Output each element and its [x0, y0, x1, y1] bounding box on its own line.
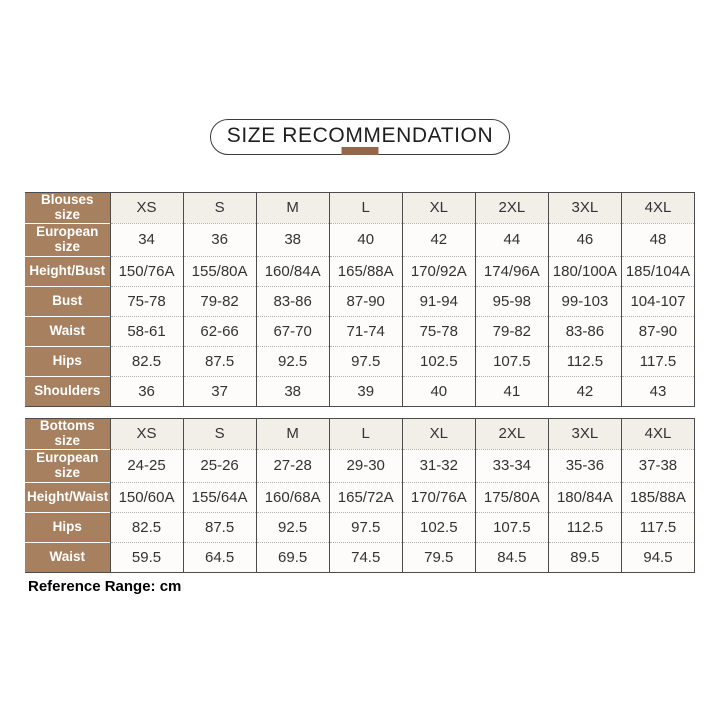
row-label: Height/Waist: [25, 482, 110, 512]
measurement-cell: 29-30: [329, 449, 402, 482]
measurement-cell: 35-36: [548, 449, 621, 482]
size-column-header: M: [256, 193, 329, 224]
measurement-cell: 165/88A: [329, 256, 402, 286]
size-column-header: L: [329, 419, 402, 450]
measurement-cell: 99-103: [548, 286, 621, 316]
measurement-cell: 37: [183, 376, 256, 406]
measurement-cell: 83-86: [548, 316, 621, 346]
size-column-header: XL: [402, 419, 475, 450]
measurement-cell: 82.5: [110, 346, 183, 376]
measurement-cell: 112.5: [548, 346, 621, 376]
measurement-cell: 91-94: [402, 286, 475, 316]
measurement-cell: 92.5: [256, 512, 329, 542]
row-label: Bust: [25, 286, 110, 316]
measurement-cell: 87.5: [183, 346, 256, 376]
bottoms-table-title-cell: Bottoms size: [25, 419, 110, 450]
measurement-cell: 33-34: [475, 449, 548, 482]
measurement-row: [25, 256, 695, 286]
measurement-cell: 84.5: [475, 542, 548, 572]
measurement-cell: 112.5: [548, 512, 621, 542]
measurement-cell: 150/76A: [110, 256, 183, 286]
measurement-cell: 79.5: [402, 542, 475, 572]
row-label: Hips: [25, 346, 110, 376]
measurement-row: [25, 449, 695, 482]
measurement-cell: 155/80A: [183, 256, 256, 286]
size-column-header: S: [183, 193, 256, 224]
page-title: SIZE RECOMMENDATION: [210, 119, 511, 155]
row-label: European size: [25, 223, 110, 256]
measurement-cell: 48: [621, 223, 694, 256]
measurement-row: [25, 316, 695, 346]
measurement-cell: 42: [548, 376, 621, 406]
measurement-cell: 87-90: [621, 316, 694, 346]
measurement-cell: 27-28: [256, 449, 329, 482]
size-column-header: XS: [110, 419, 183, 450]
measurement-cell: 107.5: [475, 512, 548, 542]
row-label: Waist: [25, 542, 110, 572]
measurement-row: [25, 512, 695, 542]
measurement-cell: 89.5: [548, 542, 621, 572]
measurement-cell: 75-78: [402, 316, 475, 346]
measurement-cell: 87-90: [329, 286, 402, 316]
measurement-cell: 42: [402, 223, 475, 256]
bottoms-size-table: [25, 418, 695, 573]
measurement-cell: 40: [402, 376, 475, 406]
blouses-header-row: [25, 193, 695, 224]
measurement-cell: 160/68A: [256, 482, 329, 512]
measurement-row: [25, 223, 695, 256]
measurement-cell: 79-82: [183, 286, 256, 316]
measurement-cell: 97.5: [329, 346, 402, 376]
size-column-header: 3XL: [548, 193, 621, 224]
measurement-cell: 24-25: [110, 449, 183, 482]
row-label: Shoulders: [25, 376, 110, 406]
measurement-cell: 170/92A: [402, 256, 475, 286]
size-column-header: 2XL: [475, 193, 548, 224]
row-label: Hips: [25, 512, 110, 542]
measurement-cell: 97.5: [329, 512, 402, 542]
measurement-cell: 44: [475, 223, 548, 256]
measurement-cell: 31-32: [402, 449, 475, 482]
measurement-cell: 185/88A: [621, 482, 694, 512]
measurement-cell: 46: [548, 223, 621, 256]
row-label: Height/Bust: [25, 256, 110, 286]
measurement-cell: 75-78: [110, 286, 183, 316]
row-label: European size: [25, 449, 110, 482]
size-column-header: M: [256, 419, 329, 450]
row-label: Waist: [25, 316, 110, 346]
measurement-cell: 94.5: [621, 542, 694, 572]
measurement-cell: 82.5: [110, 512, 183, 542]
size-column-header: XS: [110, 193, 183, 224]
measurement-cell: 69.5: [256, 542, 329, 572]
measurement-row: [25, 542, 695, 572]
measurement-cell: 71-74: [329, 316, 402, 346]
measurement-cell: 39: [329, 376, 402, 406]
measurement-cell: 150/60A: [110, 482, 183, 512]
title-container: [0, 119, 720, 155]
measurement-cell: 62-66: [183, 316, 256, 346]
measurement-cell: 43: [621, 376, 694, 406]
size-column-header: 3XL: [548, 419, 621, 450]
size-column-header: L: [329, 193, 402, 224]
measurement-cell: 36: [183, 223, 256, 256]
measurement-row: [25, 286, 695, 316]
measurement-cell: 104-107: [621, 286, 694, 316]
measurement-cell: 74.5: [329, 542, 402, 572]
measurement-cell: 40: [329, 223, 402, 256]
measurement-cell: 95-98: [475, 286, 548, 316]
measurement-cell: 180/84A: [548, 482, 621, 512]
measurement-cell: 36: [110, 376, 183, 406]
measurement-cell: 102.5: [402, 346, 475, 376]
measurement-cell: 59.5: [110, 542, 183, 572]
measurement-cell: 58-61: [110, 316, 183, 346]
size-column-header: 4XL: [621, 193, 694, 224]
measurement-cell: 165/72A: [329, 482, 402, 512]
size-column-header: XL: [402, 193, 475, 224]
blouses-table-title-cell: Blouses size: [25, 193, 110, 224]
size-column-header: 4XL: [621, 419, 694, 450]
measurement-cell: 174/96A: [475, 256, 548, 286]
size-column-header: S: [183, 419, 256, 450]
size-column-header: 2XL: [475, 419, 548, 450]
measurement-cell: 87.5: [183, 512, 256, 542]
measurement-cell: 170/76A: [402, 482, 475, 512]
measurement-cell: 25-26: [183, 449, 256, 482]
measurement-cell: 117.5: [621, 346, 694, 376]
measurement-cell: 67-70: [256, 316, 329, 346]
measurement-cell: 92.5: [256, 346, 329, 376]
measurement-cell: 83-86: [256, 286, 329, 316]
measurement-cell: 38: [256, 223, 329, 256]
measurement-row: [25, 376, 695, 406]
measurement-cell: 37-38: [621, 449, 694, 482]
reference-range-note: Reference Range: cm: [28, 578, 182, 595]
measurement-cell: 117.5: [621, 512, 694, 542]
measurement-cell: 79-82: [475, 316, 548, 346]
measurement-cell: 175/80A: [475, 482, 548, 512]
measurement-cell: 107.5: [475, 346, 548, 376]
measurement-cell: 185/104A: [621, 256, 694, 286]
measurement-cell: 38: [256, 376, 329, 406]
measurement-row: [25, 346, 695, 376]
blouses-size-table: [25, 192, 695, 407]
measurement-row: [25, 482, 695, 512]
measurement-cell: 160/84A: [256, 256, 329, 286]
measurement-cell: 180/100A: [548, 256, 621, 286]
measurement-cell: 34: [110, 223, 183, 256]
measurement-cell: 102.5: [402, 512, 475, 542]
measurement-cell: 41: [475, 376, 548, 406]
bottoms-header-row: [25, 419, 695, 450]
measurement-cell: 155/64A: [183, 482, 256, 512]
measurement-cell: 64.5: [183, 542, 256, 572]
